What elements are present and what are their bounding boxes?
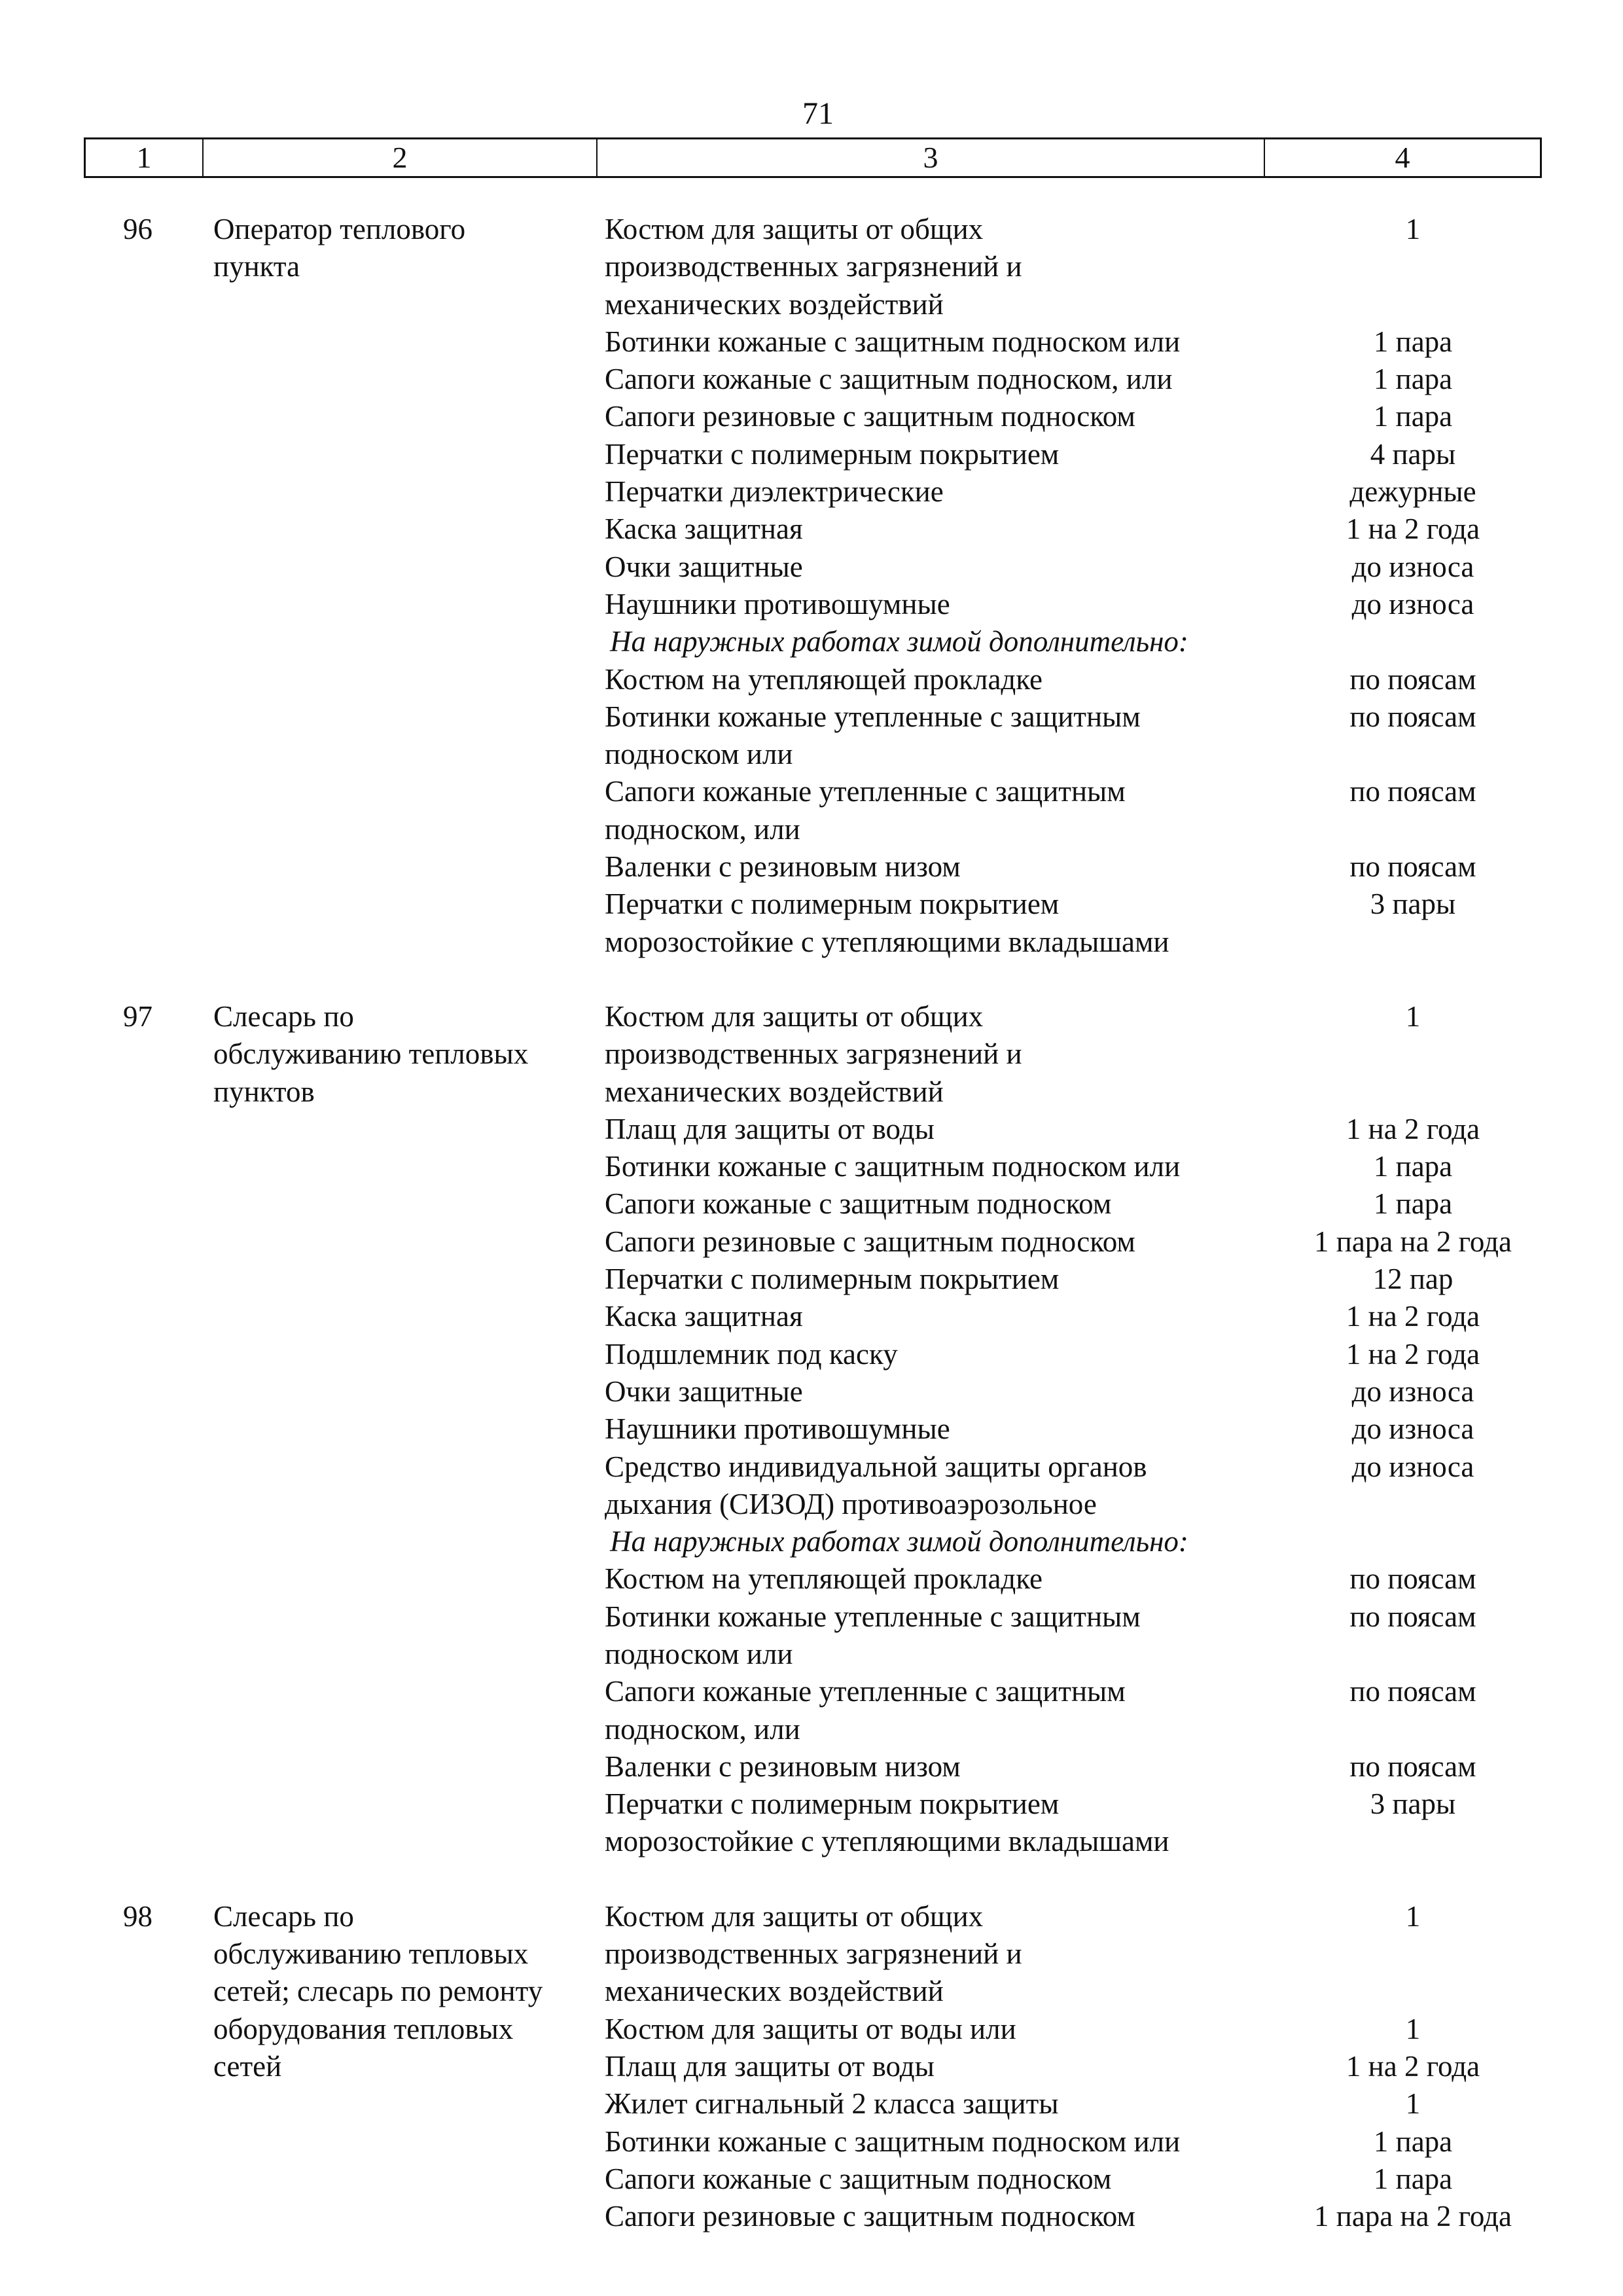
ppe-issue-norm: дежурные (1349, 475, 1476, 509)
list-item (605, 586, 1623, 623)
ppe-issue-norm: 4 пары (1370, 437, 1456, 471)
list-item (605, 998, 1623, 1111)
ppe-item-list (605, 211, 1623, 961)
list-item (605, 2161, 1623, 2198)
list-item (605, 1185, 1623, 1223)
list-item (605, 2048, 1623, 2085)
ppe-issue-norm: 1 (1405, 2012, 1421, 2045)
ppe-issue-norm: 1 (1405, 2087, 1421, 2121)
list-item (605, 2123, 1623, 2161)
ppe-issue-norm: по поясам (1349, 1749, 1476, 1783)
list-item (605, 848, 1623, 886)
ppe-issue-norm: 1 на 2 года (1346, 1337, 1480, 1371)
ppe-item-name: Костюм на утепляющей прокладке (605, 1562, 1043, 1596)
list-item (605, 1298, 1623, 1335)
job-position: Слесарь по обслуживанию тепловых пунктов (213, 999, 529, 1108)
list-item (605, 773, 1623, 848)
list-item (605, 2011, 1623, 2048)
column-header-row (84, 137, 1542, 178)
ppe-issue-norm: до износа (1351, 1450, 1474, 1483)
ppe-issue-norm: 1 на 2 года (1346, 1300, 1480, 1333)
ppe-item-name: Сапоги резиновые с защитным подноском (605, 1225, 1135, 1258)
list-item (605, 436, 1623, 473)
list-item (605, 1785, 1623, 1861)
list-item (605, 1336, 1623, 1373)
list-item (605, 1410, 1623, 1448)
ppe-issue-norm: 1 пара (1373, 363, 1453, 396)
ppe-item-name: Ботинки кожаные утепленные с защитным подноском или (605, 700, 1141, 771)
ppe-issue-norm: 1 (1405, 1899, 1421, 1933)
list-item (605, 511, 1623, 548)
list-item (605, 1261, 1623, 1298)
section-note (605, 623, 1623, 660)
ppe-issue-norm: 3 пары (1370, 1787, 1456, 1821)
list-item (605, 886, 1623, 961)
table-row (0, 211, 1623, 961)
ppe-issue-norm: 1 пара (1373, 400, 1453, 433)
list-item (605, 473, 1623, 511)
ppe-issue-norm: по поясам (1349, 1600, 1476, 1633)
ppe-item-name: Плащ для защиты от воды (605, 1112, 935, 1145)
job-position: Оператор теплового пункта (213, 213, 466, 283)
ppe-issue-norm: по поясам (1349, 850, 1476, 884)
ppe-issue-norm: по поясам (1349, 1675, 1476, 1708)
ppe-item-name: Перчатки диэлектрические (605, 475, 944, 509)
job-position: Слесарь по обслуживанию тепловых сетей; слесарь по ремонту оборудования тепловых сетей (213, 1899, 543, 2083)
ppe-item-name: Перчатки с полимерным покрытием морозостойкие с утепляющими вкладышами (605, 1787, 1169, 1858)
ppe-item-name: Ботинки кожаные с защитным подноском или (605, 2125, 1181, 2158)
list-item (605, 211, 1623, 323)
ppe-issue-norm: до износа (1351, 1412, 1474, 1446)
ppe-item-name: Ботинки кожаные с защитным подноском или (605, 325, 1181, 358)
list-item (605, 698, 1623, 774)
ppe-item-name: Ботинки кожаные с защитным подноском или (605, 1150, 1181, 1183)
ppe-item-name: Костюм на утепляющей прокладке (605, 662, 1043, 696)
ppe-issue-norm (1275, 623, 1561, 660)
column-header-2: 2 (204, 139, 597, 176)
list-item (605, 1111, 1623, 1148)
ppe-item-name: Костюм для защиты от общих производственных загрязнений и механических воздействий (605, 999, 1022, 1108)
ppe-issue-norm: 12 пар (1372, 1263, 1454, 1296)
ppe-item-name: Наушники противошумные (605, 587, 950, 620)
ppe-item-name: Каска защитная (605, 1300, 803, 1333)
list-item (605, 2198, 1623, 2235)
list-item (605, 323, 1623, 361)
ppe-issue-norm (1275, 1523, 1561, 1560)
list-item (605, 1373, 1623, 1410)
ppe-issue-norm: 1 на 2 года (1346, 1112, 1480, 1145)
row-number: 96 (123, 213, 152, 245)
ppe-issue-norm: 1 на 2 года (1346, 2049, 1480, 2083)
ppe-issue-norm: 1 пара (1373, 2125, 1453, 2158)
list-item (605, 1673, 1623, 1748)
column-header-4: 4 (1395, 141, 1410, 174)
list-item (605, 1898, 1623, 2011)
list-item (605, 548, 1623, 586)
list-item (605, 1560, 1623, 1598)
column-header-1: 1 (86, 139, 204, 176)
ppe-issue-norm: до износа (1351, 550, 1474, 583)
list-item (605, 361, 1623, 398)
list-item (605, 2085, 1623, 2123)
ppe-issue-norm: по поясам (1349, 775, 1476, 808)
ppe-item-name: Плащ для защиты от воды (605, 2049, 935, 2083)
list-item (605, 661, 1623, 698)
row-number: 97 (123, 999, 152, 1033)
ppe-item-list (605, 998, 1623, 1861)
ppe-issue-norm: 1 пара (1373, 1150, 1453, 1183)
ppe-item-name: Ботинки кожаные утепленные с защитным подноском или (605, 1600, 1141, 1670)
ppe-issue-norm: 1 пара на 2 года (1314, 1225, 1512, 1258)
ppe-item-name: Перчатки с полимерным покрытием (605, 1263, 1060, 1296)
ppe-item-name: Костюм для защиты от общих производственных загрязнений и механических воздействий (605, 1899, 1022, 2008)
ppe-issue-norm: по поясам (1349, 700, 1476, 733)
ppe-item-name: Очки защитные (605, 1374, 803, 1408)
ppe-issue-norm: по поясам (1349, 662, 1476, 696)
ppe-issue-norm: 1 пара (1373, 2162, 1453, 2195)
ppe-item-name: На наружных работах зимой дополнительно: (610, 625, 1188, 658)
ppe-item-name: Сапоги кожаные с защитным подноском (605, 2162, 1112, 2195)
list-item (605, 1148, 1623, 1185)
ppe-item-name: Валенки с резиновым низом (605, 1749, 961, 1783)
ppe-item-name: Перчатки с полимерным покрытием (605, 437, 1060, 471)
ppe-issue-norm: до износа (1351, 587, 1474, 620)
ppe-item-name: Очки защитные (605, 550, 803, 583)
page-number: 71 (802, 96, 834, 131)
list-item (605, 1748, 1623, 1785)
ppe-item-name: Сапоги резиновые с защитным подноском (605, 2200, 1135, 2233)
list-item (605, 1598, 1623, 1674)
column-header-3: 3 (597, 139, 1265, 176)
ppe-issue-norm: 1 (1405, 213, 1421, 245)
ppe-item-name: Средство индивидуальной защиты органов дыхания (СИЗОД) противоаэрозольное (605, 1450, 1147, 1520)
ppe-item-name: Сапоги кожаные утепленные с защитным подноском, или (605, 775, 1126, 846)
ppe-item-name: Жилет сигнальный 2 класса защиты (605, 2087, 1059, 2121)
ppe-item-name: Подшлемник под каску (605, 1337, 898, 1371)
ppe-item-name: Сапоги кожаные утепленные с защитным подноском, или (605, 1675, 1126, 1746)
ppe-issue-norm: 3 пары (1370, 888, 1456, 921)
table-row (0, 1898, 1623, 2236)
list-item (605, 1448, 1623, 1524)
ppe-item-name: Костюм для защиты от воды или (605, 2012, 1016, 2045)
ppe-item-name: Каска защитная (605, 512, 803, 546)
list-item (605, 1223, 1623, 1261)
ppe-item-name: Валенки с резиновым низом (605, 850, 961, 884)
ppe-item-name: Перчатки с полимерным покрытием морозостойкие с утепляющими вкладышами (605, 888, 1169, 958)
ppe-issue-norm: по поясам (1349, 1562, 1476, 1596)
ppe-item-list (605, 1898, 1623, 2236)
ppe-item-name: Костюм для защиты от общих производственных загрязнений и механических воздействий (605, 213, 1022, 321)
ppe-issue-norm: 1 пара (1373, 325, 1453, 358)
ppe-item-name: Сапоги резиновые с защитным подноском (605, 400, 1135, 433)
ppe-item-name: Наушники противошумные (605, 1412, 950, 1446)
section-note (605, 1523, 1623, 1560)
ppe-item-name: Сапоги кожаные с защитным подноском (605, 1187, 1112, 1221)
ppe-item-name: На наружных работах зимой дополнительно: (610, 1525, 1188, 1558)
ppe-norms-table-body (0, 211, 1623, 2272)
ppe-issue-norm: 1 пара на 2 года (1314, 2200, 1512, 2233)
ppe-issue-norm: 1 пара (1373, 1187, 1453, 1221)
row-number: 98 (123, 1899, 152, 1933)
list-item (605, 398, 1623, 435)
ppe-issue-norm: до износа (1351, 1374, 1474, 1408)
ppe-item-name: Сапоги кожаные с защитным подноском, или (605, 363, 1173, 396)
ppe-issue-norm: 1 (1405, 999, 1421, 1033)
table-row (0, 998, 1623, 1861)
ppe-issue-norm: 1 на 2 года (1346, 512, 1480, 546)
